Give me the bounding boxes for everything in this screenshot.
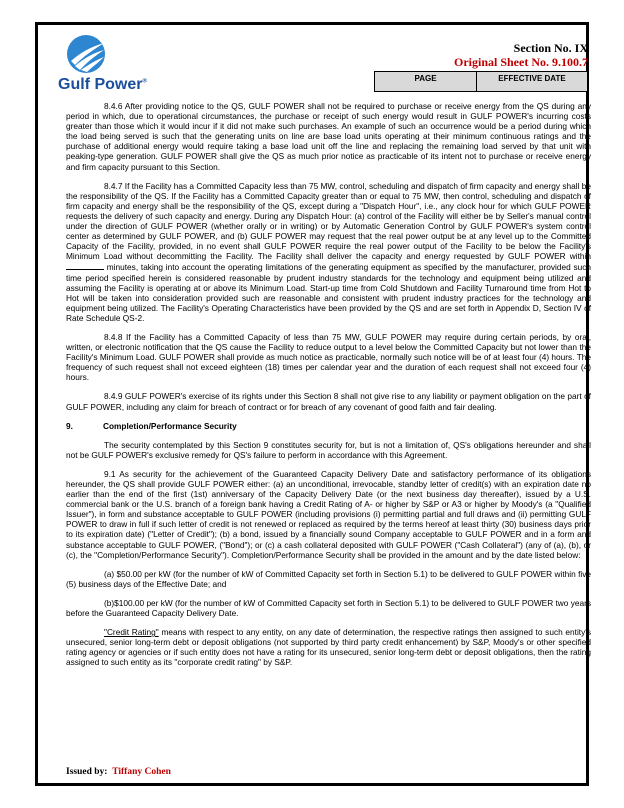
section-9-heading (66, 421, 591, 431)
paragraph-8-4-9: 8.4.9 GULF POWER's exercise of its rights under this Section 8 shall not give rise to any liability or payment obligation on the part of GULF POWER, including any claim for breach of contract or for breach of any covenant of good faith and fair dealing. (66, 391, 591, 412)
paragraph-9-1-b: (b)$100.00 per kW (for the number of kW of Committed Capacity set forth in Section 5.1) to be delivered to GULF POWER two years before the Guaranteed Capacity Delivery Date. (66, 597, 591, 619)
paragraph-credit-rating: "Credit Rating" means with respect to any entity, on any date of determination, the respective ratings then assigned to such entity's unsecured, senior long-term debt or deposit obligations (not supported by third party credit enhancement) by S&P, Moody's or other specified rating agency or agencies or if such entity does not have a rating for its unsecured, senior long-term debt or deposit obligations, then the rating assigned to such entity as its "corporate credit rating" by S&P. (66, 627, 591, 668)
blank-field (66, 261, 104, 270)
sheet-number: Original Sheet No. 9.100.7 (454, 55, 588, 69)
paragraph-9-1: 9.1 As security for the achievement of the Guaranteed Capacity Delivery Date and satisfactory performance of its obligations hereunder, the QS shall provide GULF POWER either: (a) an unconditional, irrevocable, standby letter of credit(s) with an expiration date no earlier than the end of the first (1st) anniversary of the Capacity Delivery Date (or the next business day thereafter), issued by a U.S. commercial bank or the U.S. branch of a foreign bank having a Credit Rating of A- or higher by S&P or A3 or higher by Moody's (a "Qualified Issuer"), in form and substance acceptable to GULF POWER (including provisions (i) permitting partial and full draws and (ii) permitting GULF POWER to draw in full if such letter of credit is not renewed or replaced as required by the terms hereof at least thirty (30) business days prior to its expiration date) ("Letter of Credit"); (b) a bond, issued by a financially sound Company acceptable to GULF POWER and in a form and substance acceptable to GULF POWER, ("Bond"); or (c) a cash collateral deposited with GULF POWER ("Cash Collateral") (any of (a), (b), or (c), the "Completion/Performance Security"). Completion/Performance Security shall be provided in the amount and by the date listed below: (66, 468, 591, 560)
paragraph-8-4-6: 8.4.6 After providing notice to the QS, GULF POWER shall not be required to purchase or receive energy from the QS during any period in which, due to operational circumstances, the purchase or receipt of such energy would result in GULF POWER's incurring costs greater than those which it would incur if it did not make such purchases. An example of such an occurrence would be a period during which the load being served is such that the generating units on line are base load units operating at their minimum continuous ratings and the purchase of additional energy would require taking a base load unit off the line and replacing the remaining load served by that unit with peaking-type generation. GULF POWER shall give the QS as much prior notice as practicable of its intent not to purchase or receive energy and firm capacity pursuant to this Section. (66, 101, 591, 172)
company-name: Gulf Power® (58, 76, 147, 93)
issuer-name: Tiffany Cohen (112, 767, 171, 777)
section-9-number: 9. (66, 420, 73, 431)
section-number: Section No. IX (513, 41, 588, 55)
issued-by: Issued by: Tiffany Cohen (66, 767, 171, 777)
document-body (66, 101, 591, 668)
paragraph-8-4-8: 8.4.8 If the Facility has a Committed Capacity of less than 75 MW, GULF POWER may require during certain periods, by oral, written, or electronic notification that the QS cause the Facility to reduce output to a level below the Committed Capacity but not lower than the Facility's Minimum Load. GULF POWER shall provide as much notice as practicable, normally such notice will be of at least four (4) hours. The frequency of such request shall not exceed eighteen (18) times per calendar year and the duration of each request shall not exceed four (4) hours. (66, 331, 591, 383)
gulf-power-logo-icon (66, 34, 106, 74)
paragraph-8-4-7: 8.4.7 If the Facility has a Committed Capacity less than 75 MW, control, scheduling and dispatch of firm capacity and energy shall be the responsibility of the QS. If the Facility has a Committed Capacity greater than or equal to 75 MW, then control, scheduling and dispatch of firm capacity and energy shall be the responsibility of the QS, except during a "Dispatch Hour", i.e., any clock hour for which GULF POWER requests the delivery of such capacity and energy. During any Dispatch Hour: (a) control of the Facility will either be by Seller's manual control under the direction of GULF POWER (whether orally or in writing) or by Automatic Generation Control by GULF POWER's system control center as determined by GULF POWER, and (b) GULF POWER may request that the real power output be at any level up to the Committed Capacity of the Facility, provided, in no event shall GULF POWER require the real power output of the Facility to be below the Facility's Minimum Load without decommitting the Facility. The Facility shall deliver the capacity and energy requested by GULF POWER within minutes, taking into account the operating limitations of the generating equipment as specified by the manufacturer, provided such time period specified herein is considered reasonable by prudent industry standards for the technology and equipment being utilized and assuming the Facility is operating at or above its Minimum Load. Start-up time from Cold Shutdown and Facility Turnaround time from Hot to Hot will be taken into consideration provided such are reasonable and consistent with prudent industry practices for the technology and equipment being utilized. The Facility's Operating Characteristics have been provided by the QS and are set forth in Appendix D, Section IV of Rate Schedule QS-2. (66, 180, 591, 323)
page-column-header: PAGE (375, 72, 477, 92)
company-logo (58, 34, 168, 104)
credit-rating-term: "Credit Rating" (104, 627, 159, 638)
effective-date-column-header: EFFECTIVE DATE (477, 72, 588, 92)
header-table (374, 71, 588, 92)
paragraph-9-intro: The security contemplated by this Section 9 constitutes security for, but is not a limitation of, QS's obligations hereunder and shall not be GULF POWER's exclusive remedy for QS's failure to perform in accordance with this Agreement. (66, 439, 591, 460)
section-9-title: Completion/Performance Security (103, 420, 237, 431)
paragraph-9-1-a: (a) $50.00 per kW (for the number of kW of Committed Capacity set forth in Section 5.1) to be delivered to GULF POWER within five (5) business days of the Effective Date; and (66, 568, 591, 589)
